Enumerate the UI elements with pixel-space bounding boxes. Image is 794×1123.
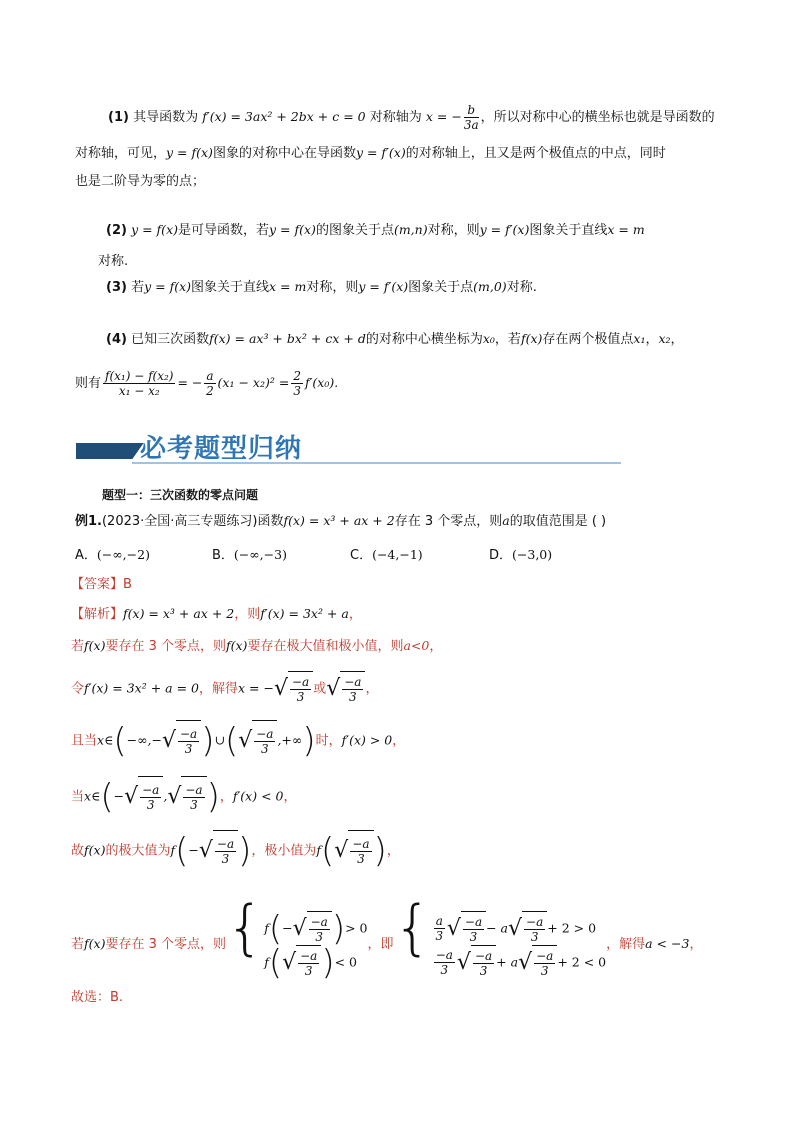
system-inequalities-2: $\frac{a}{3}$ √ $\frac{-a}{3}$ − a√ $\frac{-a}{3}$ + 2 > 0 $\frac{-a}{3}$ √ $\frac{-a}{3}$ + a√ $\frac{-a}{3}$ + 2 < 0 [432, 911, 606, 979]
solution-line-5: 当x∈(−√ $\frac{-a}{3}$ ,√ $\frac{-a}{3}$ )，f′(x) < 0， [71, 777, 297, 817]
example-stem: 例1.(2023·全国·高三专题练习)函数f(x) = x³ + ax + 2存在 3 个零点，则a的取值范围是 ( ) [75, 513, 607, 529]
problem-type-title: 题型一：三次函数的零点问题 [102, 488, 259, 502]
section-banner [76, 432, 621, 468]
difference-quotient-fraction: $\frac{\text{f(x₁) − f(x₂)}}{\text{x₁ − x₂}}$ [105, 369, 174, 398]
property-3-line: (3) 若y = f(x)图象关于直线x = m对称，则y = f′(x)图象关于点(m,0)对称. [106, 279, 537, 295]
example-source: (2023·全国·高三专题练习) [101, 514, 258, 529]
conclusion: 故选：B. [71, 990, 124, 1005]
analysis-label: 【解析】 [71, 607, 124, 622]
fraction-b-over-3a: $\frac{b}{3a}$ [463, 103, 479, 132]
property-2-line-1: (2) y = f(x)是可导函数，若y = f(x)的图象关于点(m,n)对称，则y = f′(x)图象关于直线x = m [106, 222, 645, 238]
example-label: 例1. [75, 514, 102, 529]
property-2-number: (2) [106, 223, 127, 238]
system-brace-2: { [393, 893, 432, 963]
sqrt-neg-a-over-3: √ $\frac{-a}{3}$ [274, 671, 313, 707]
solution-line-6: 故f(x)的极大值为f(−√ $\frac{-a}{3}$ )，极小值为f(√ $\frac{-a}{3}$ )， [71, 831, 400, 871]
property-1-number: (1) [108, 110, 129, 125]
system-brace-1: { [226, 893, 265, 963]
option-a: A．(−∞,−2) [75, 547, 150, 563]
answer-value: B [123, 577, 132, 592]
property-3-number: (3) [106, 280, 127, 295]
property-1-line-1: (1) 其导函数为 f′(x) = 3ax² + 2bx + c = 0 对称轴为 x = − $\frac{b}{3a}$ ，所以对称中心的横坐标也就是导函数的 [108, 103, 715, 132]
solution-line-1: 【解析】f(x) = x³ + ax + 2，则f′(x) = 3x² + a， [71, 606, 362, 622]
banner-title: 必考题型归纳 [140, 434, 303, 464]
option-c: C．(−4,−1) [350, 547, 423, 563]
answer-line [71, 575, 132, 595]
property-4-line-2: 则有 $\frac{\text{f(x₁) − f(x₂)}}{\text{x₁ − x₂}}$ = − $\frac{a}{2}$ (x₁ − x₂)² = $\frac{2}{3}$ f′(x₀). [75, 369, 339, 398]
option-d: D．(−3,0) [489, 547, 553, 563]
property-2-line-2: 对称. [98, 254, 129, 269]
property-1-line-3: 也是二阶导为零的点； [75, 174, 206, 189]
solution-line-2: 若f(x)要存在 3 个零点，则f(x)要存在极大值和极小值，则a<0， [71, 638, 443, 654]
derivative-formula: f′(x) = 3ax² + 2bx + c = 0 [202, 109, 366, 124]
property-4-number: (4) [106, 332, 127, 347]
option-b: B．(−∞,−3) [212, 547, 287, 563]
system-inequalities-1: f(−√ $\frac{-a}{3}$ )> 0 f(√ $\frac{-a}{3}$ )< 0 [264, 908, 368, 983]
solution-line-7: 若f(x)要存在 3 个零点，则{ f(−√ $\frac{-a}{3}$ )> 0 f(√ $\frac{-a}{3}$ )< 0 ，即{ $\frac{a}{3}$ √ $\frac{-a}{3}$ − a√ $\frac{-a}{3}$ + 2 > 0 $\frac{-a}{3}$ √ $\frac{-a}{3}$ + a√ $\frac{-a}{3}$ + 2 < 0 ，解得a < −3， [71, 893, 703, 983]
property-4-line-1: (4) 已知三次函数f(x) = ax³ + bx² + cx + d的对称中心横坐标为x₀，若f(x)存在两个极值点x₁，x₂， [106, 331, 684, 347]
solution-line-3: 令f′(x) = 3x² + a = 0，解得x = −√ $\frac{-a}{3}$ 或√ $\frac{-a}{3}$ ， [71, 671, 378, 707]
property-1-line-2: 对称轴，可见，y = f(x)图象的对称中心在导函数y = f′(x)的对称轴上，且又是两个极值点的中点，同时 [75, 145, 666, 161]
answer-label: 【答案】 [71, 577, 124, 592]
solution-line-4: 且当x∈(−∞,−√ $\frac{-a}{3}$ )∪(√ $\frac{-a}{3}$ ,+∞)时，f′(x) > 0， [71, 721, 406, 761]
